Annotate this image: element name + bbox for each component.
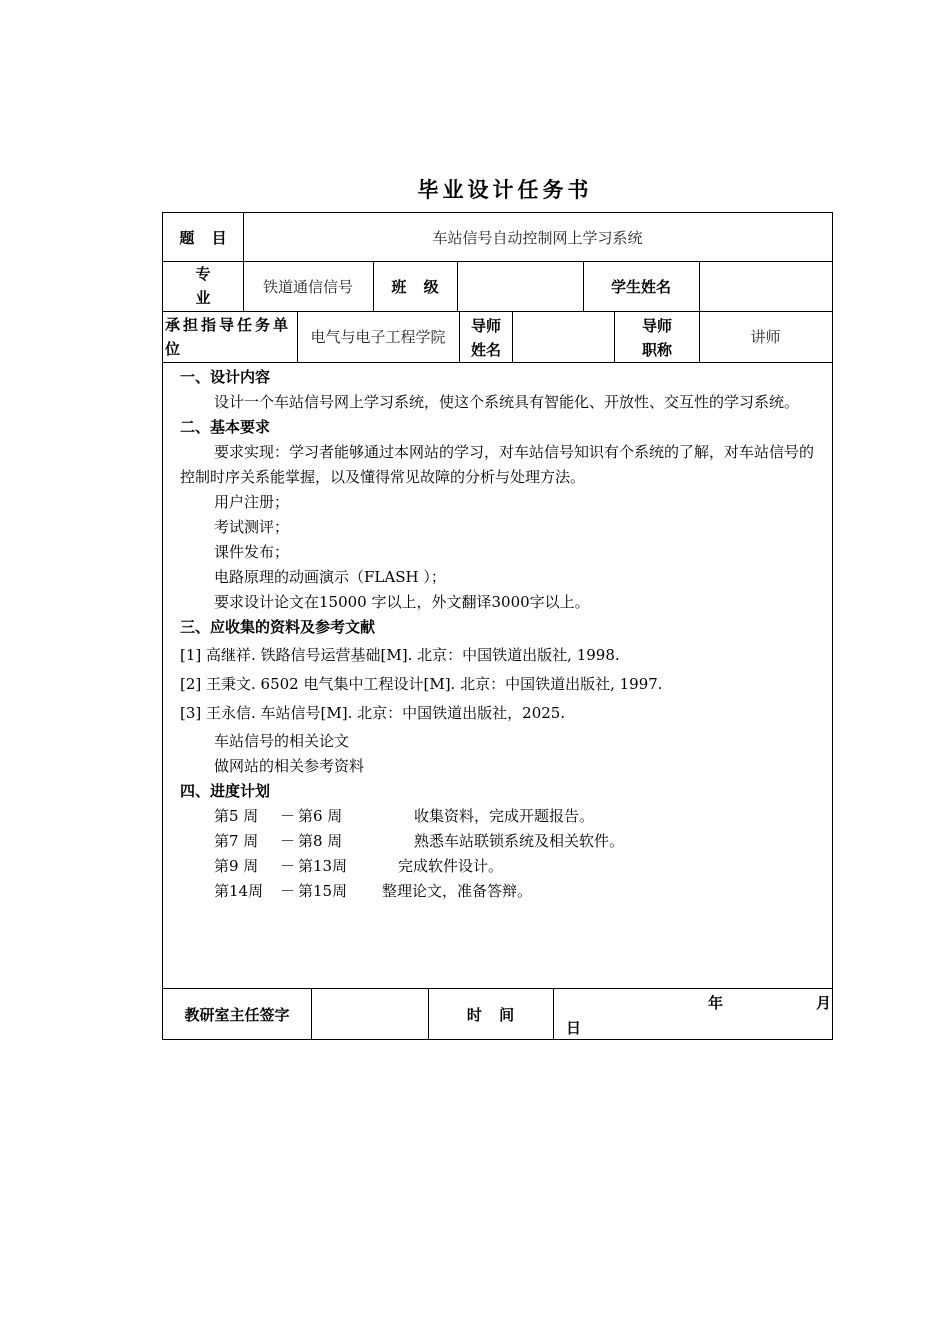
schedule-row (180, 879, 825, 904)
schedule-task: 收集资料，完成开题报告。 (414, 807, 595, 825)
section-heading: 三、应收集的资料及参考文献 (180, 618, 376, 636)
time-label: 时 间 (466, 1005, 515, 1024)
schedule-start: 第7 周 (214, 832, 259, 850)
advisor-name-value (512, 311, 614, 362)
reference-item: [1] 高继祥. 铁路信号运营基础[M]. 北京：中国铁道出版社, 1998. (180, 646, 620, 664)
schedule-dash: － (280, 882, 296, 900)
schedule-end: 第6 周 (298, 807, 343, 825)
student-name-value (699, 261, 832, 311)
advisor-title-value: 讲师 (750, 328, 781, 346)
schedule-end: 第13周 (298, 857, 348, 875)
task-form (162, 212, 833, 1040)
director-signature-value (311, 988, 428, 1040)
schedule-row (180, 804, 825, 829)
schedule-start: 第14周 (214, 882, 264, 900)
requirement-item: 课件发布； (214, 543, 290, 561)
schedule-task: 熟悉车站联锁系统及相关软件。 (414, 832, 625, 850)
document-title: 毕业设计任务书 (417, 178, 593, 202)
class-value (457, 261, 583, 311)
requirements-text: 要求实现：学习者能够通过本网站的学习，对车站信号知识有个系统的了解，对车站信号的控制时序关系能掌握，以及懂得常见故障的分析与处理方法。 (180, 443, 815, 486)
schedule-dash: － (280, 807, 296, 825)
schedule-row (180, 854, 825, 879)
row-divider (163, 362, 832, 363)
reference-item: [2] 王秉文. 6502 电气集中工程设计[M]. 北京：中国铁道出版社, 1997. (180, 675, 663, 693)
col-divider (459, 311, 460, 362)
day-label: 日 (566, 1019, 582, 1037)
section-heading: 二、基本要求 (180, 418, 271, 436)
student-name-label: 学生姓名 (610, 277, 671, 296)
design-content-text: 设计一个车站信号网上学习系统，使这个系统具有智能化、开放性、交互性的学习系统。 (214, 393, 800, 411)
year-label: 年 (708, 994, 724, 1012)
topic-label: 题 目 (179, 228, 227, 247)
major-value: 铁道通信信号 (262, 277, 353, 296)
advisor-title-label: 导师职称 (641, 317, 672, 359)
requirement-item: 用户注册； (214, 493, 290, 511)
schedule-end: 第15周 (298, 882, 348, 900)
schedule-task: 完成软件设计。 (398, 857, 504, 875)
col-divider (614, 311, 615, 362)
reference-note: 做网站的相关参考资料 (214, 757, 365, 775)
requirement-item: 考试测评； (214, 518, 290, 536)
advisor-name-label: 导师姓名 (470, 317, 501, 359)
major-label: 专 业 (195, 265, 241, 307)
reference-item: [3] 王永信. 车站信号[M]. 北京：中国铁道出版社，2025. (180, 704, 566, 722)
section-heading: 四、进度计划 (180, 782, 271, 800)
schedule-row (180, 829, 825, 854)
schedule-dash: － (280, 857, 296, 875)
unit-label: 承担指导任务单位 (165, 316, 292, 358)
col-divider (553, 988, 554, 1040)
schedule-task: 整理论文，准备答辩。 (382, 882, 533, 900)
schedule-end: 第8 周 (298, 832, 343, 850)
topic-value: 车站信号自动控制网上学习系统 (432, 228, 643, 247)
section-heading: 一、设计内容 (180, 368, 271, 386)
reference-note: 车站信号的相关论文 (214, 732, 350, 750)
schedule-dash: － (280, 832, 296, 850)
requirement-item: 电路原理的动画演示（FLASH ）； (214, 568, 446, 586)
schedule-start: 第5 周 (214, 807, 259, 825)
director-signature-label: 教研室主任签字 (184, 1005, 290, 1024)
unit-value: 电气与电子工程学院 (310, 328, 446, 346)
schedule-start: 第9 周 (214, 857, 259, 875)
task-content (180, 365, 825, 904)
class-label: 班 级 (391, 277, 439, 296)
month-label: 月 (816, 994, 832, 1012)
requirement-item: 要求设计论文在15000 字以上，外文翻译3000字以上。 (214, 593, 590, 611)
